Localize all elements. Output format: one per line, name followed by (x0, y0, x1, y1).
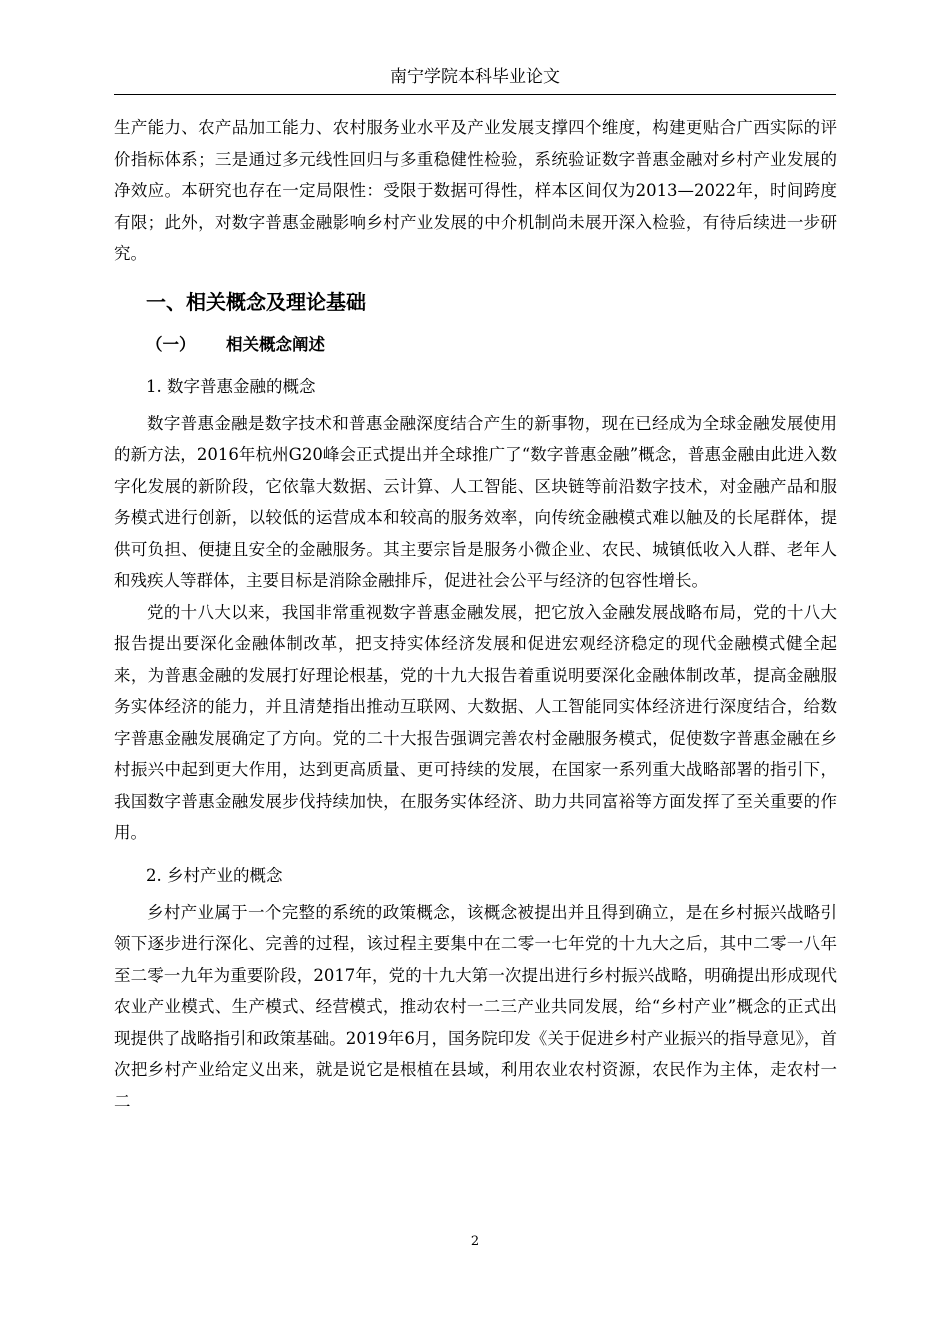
item1-heading: 1. 数字普惠金融的概念 (146, 376, 316, 396)
item2-heading: 2. 乡村产业的概念 (146, 865, 283, 885)
header-title: 南宁学院本科毕业论文 (390, 67, 560, 87)
document-body (114, 112, 837, 1117)
subsection-number: （一） (146, 334, 196, 354)
section-heading: 一、相关概念及理论基础 (146, 289, 366, 314)
page-header (114, 60, 836, 95)
subsection-heading (146, 324, 837, 366)
intro-paragraph: 生产能力、农产品加工能力、农村服务业水平及产业发展支撑四个维度，构建更贴合广西实际的评价指标体系；三是通过多元线性回归与多重稳健性检验，系统验证数字普惠金融对乡村产业发展的净效应。本研究也存在一定局限性：受限于数据可得性，样本区间仅为2013—2022年，时间跨度有限；此外，对数字普惠金融影响乡村产业发展的中介机制尚未展开深入检验，有待后续进一步研究。 (114, 118, 837, 263)
page-number: 2 (470, 1234, 480, 1249)
item1-paragraph-2: 党的十八大以来，我国非常重视数字普惠金融发展，把它放入金融发展战略布局，党的十八大报告提出要深化金融体制改革，把支持实体经济发展和促进宏观经济稳定的现代金融模式健全起来，为普惠金融的发展打好理论根基，党的十九大报告着重说明要深化金融体制改革，提高金融服务实体经济的能力，并且清楚指出推动互联网、大数据、人工智能同实体经济进行深度结合，给数字普惠金融发展确定了方向。党的二十大报告强调完善农村金融服务模式，促使数字普惠金融在乡村振兴中起到更大作用，达到更高质量、更可持续的发展，在国家一系列重大战略部署的指引下，我国数字普惠金融发展步伐持续加快，在服务实体经济、助力共同富裕等方面发挥了至关重要的作用。 (114, 602, 837, 842)
subsection-title: 相关概念阐述 (226, 334, 325, 354)
item2-paragraph-1: 乡村产业属于一个完整的系统的政策概念，该概念被提出并且得到确立，是在乡村振兴战略引领下逐步进行深化、完善的过程，该过程主要集中在二零一七年党的十九大之后，其中二零一八年至二零一九年为重要阶段，2017年，党的十九大第一次提出进行乡村振兴战略，明确提出形成现代农业产业模式、生产模式、经营模式，推动农村一二三产业共同发展，给“乡村产业”概念的正式出现提供了战略指引和政策基础。2019年6月，国务院印发《关于促进乡村产业振兴的指导意见》，首次把乡村产业给定义出来，就是说它是根植在县域，利用农业农村资源，农民作为主体，走农村一二 (114, 902, 837, 1111)
item1-paragraph-1: 数字普惠金融是数字技术和普惠金融深度结合产生的新事物，现在已经成为全球金融发展使用的新方法，2016年杭州G20峰会正式提出并全球推广了“数字普惠金融”概念，普惠金融由此进入数字化发展的新阶段，它依靠大数据、云计算、人工智能、区块链等前沿数字技术，对金融产品和服务模式进行创新，以较低的运营成本和较高的服务效率，向传统金融模式难以触及的长尾群体，提供可负担、便捷且安全的金融服务。其主要宗旨是服务小微企业、农民、城镇低收入人群、老年人和残疾人等群体，主要目标是消除金融排斥，促进社会公平与经济的包容性增长。 (114, 413, 837, 590)
